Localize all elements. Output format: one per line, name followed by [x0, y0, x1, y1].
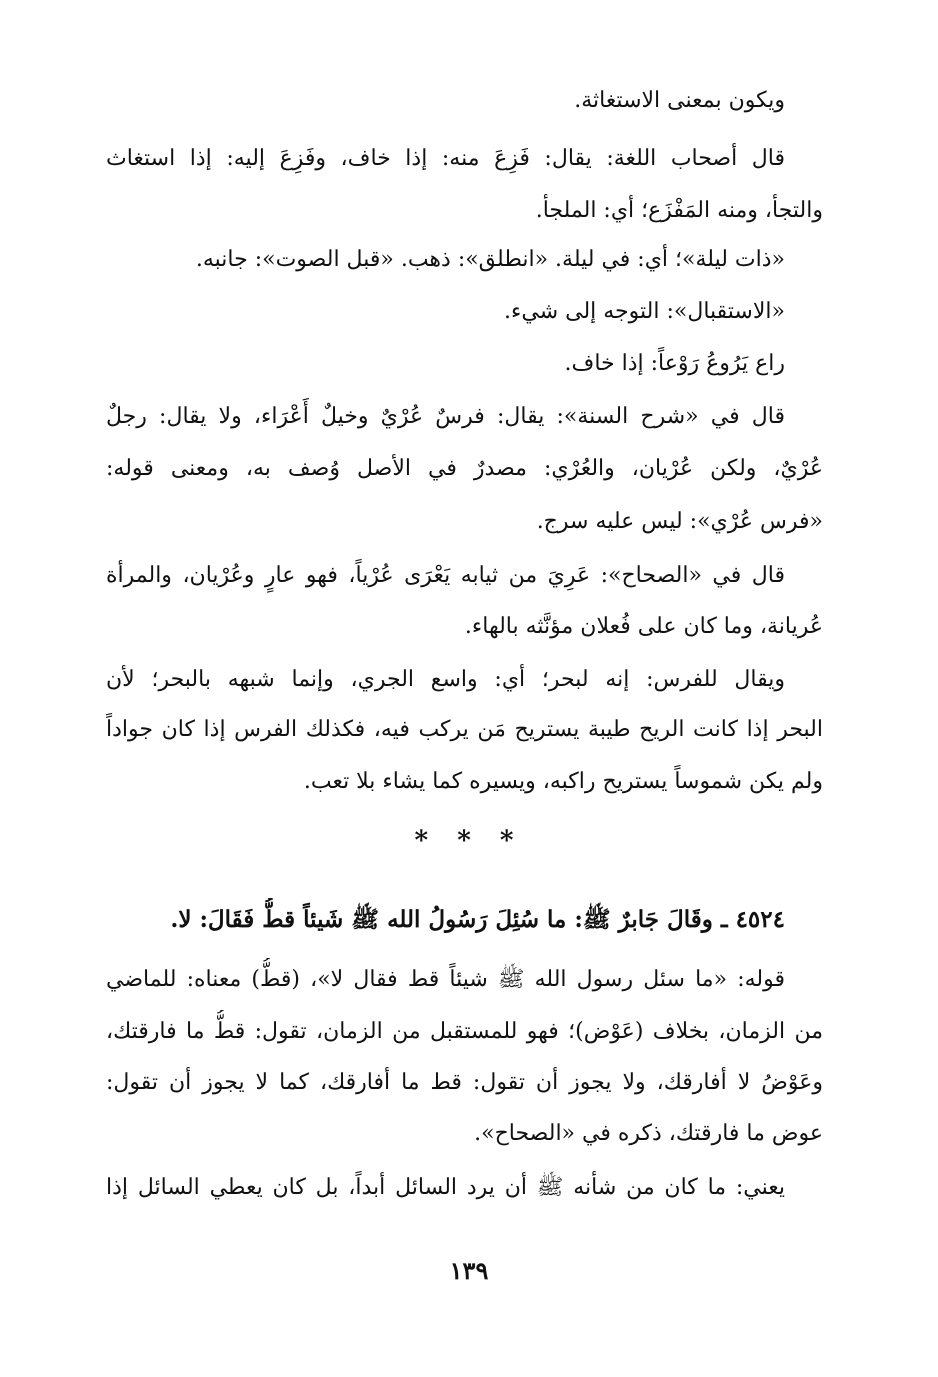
- text-line: ويكون بمعنى الاستغاثة.: [574, 88, 785, 113]
- text-line: ويقال للفرس: إنه لبحر؛ أي: واسع الجري، وإنما شبهه بالبحر؛ لأن: [106, 667, 785, 692]
- page-number: ١٣٩: [449, 1256, 489, 1285]
- hadith-heading: ٤٥٢٤ ـ وقَالَ جَابرٌ ﷺ: ما سُئِلَ رَسُولُ الله ﷺ شَيئاً قطُّ فَقَالَ: لا.: [170, 906, 785, 933]
- text-line: قال في «الصحاح»: عَرِيَ من ثيابه يَعْرَى عُرْياً، فهو عارٍ وعُرْيان، والمرأة: [106, 563, 785, 588]
- text-line: «فرس عُرْي»: ليس عليه سرج.: [536, 509, 823, 534]
- text-line: عُرْيٌ، ولكن عُرْيان، والعُرْي: مصدرٌ في الأصل وُصف به، ومعنى قوله:: [106, 456, 823, 481]
- text-line: راع يَرُوعُ رَوْعاً: إذا خاف.: [564, 351, 785, 376]
- text-line: قوله: «ما سئل رسول الله ﷺ شيئاً قط فقال لا»، (قطُّ) معناه: للماضي: [106, 967, 785, 992]
- text-line: قال في «شرح السنة»: يقال: فرسٌ عُرْيٌ وخيلٌ أَعْرَاء، ولا يقال: رجلٌ: [106, 404, 785, 429]
- text-line: من الزمان، بخلاف (عَوْض)؛ فهو للمستقبل من الزمان، تقول: قطُّ ما فارقتك،: [106, 1019, 823, 1044]
- text-line: «الاستقبال»: التوجه إلى شيء.: [504, 299, 785, 324]
- text-line: عوض ما فارقتك، ذكره في «الصحاح».: [474, 1121, 823, 1146]
- text-line: يعني: ما كان من شأنه ﷺ أن يرد السائل أبداً، بل كان يعطي السائل إذا: [106, 1175, 785, 1200]
- text-line: البحر إذا كانت الريح طيبة يستريح مَن يركب فيه، فكذلك الفرس إذا كان جواداً: [106, 717, 823, 742]
- text-line: قال أصحاب اللغة: يقال: فَزِعَ منه: إذا خاف، وفَزِعَ إليه: إذا استغاث: [106, 146, 785, 171]
- text-line: وعَوْضُ لا أفارقك، ولا يجوز أن تقول: قط ما أفارقك، كما لا يجوز أن تقول:: [106, 1070, 823, 1095]
- text-line: ولم يكن شموساً يستريح راكبه، ويسيره كما يشاء بلا تعب.: [303, 769, 823, 794]
- text-line: والتجأ، ومنه المَفْزَع؛ أي: الملجأ.: [535, 198, 823, 223]
- text-line: عُريانة، وما كان على فُعلان مؤنَّثه بالهاء.: [464, 614, 823, 639]
- text-line: «ذات ليلة»؛ أي: في ليلة. «انطلق»: ذهب. «قبل الصوت»: جانبه.: [195, 247, 785, 272]
- section-separator: * * *: [414, 826, 524, 856]
